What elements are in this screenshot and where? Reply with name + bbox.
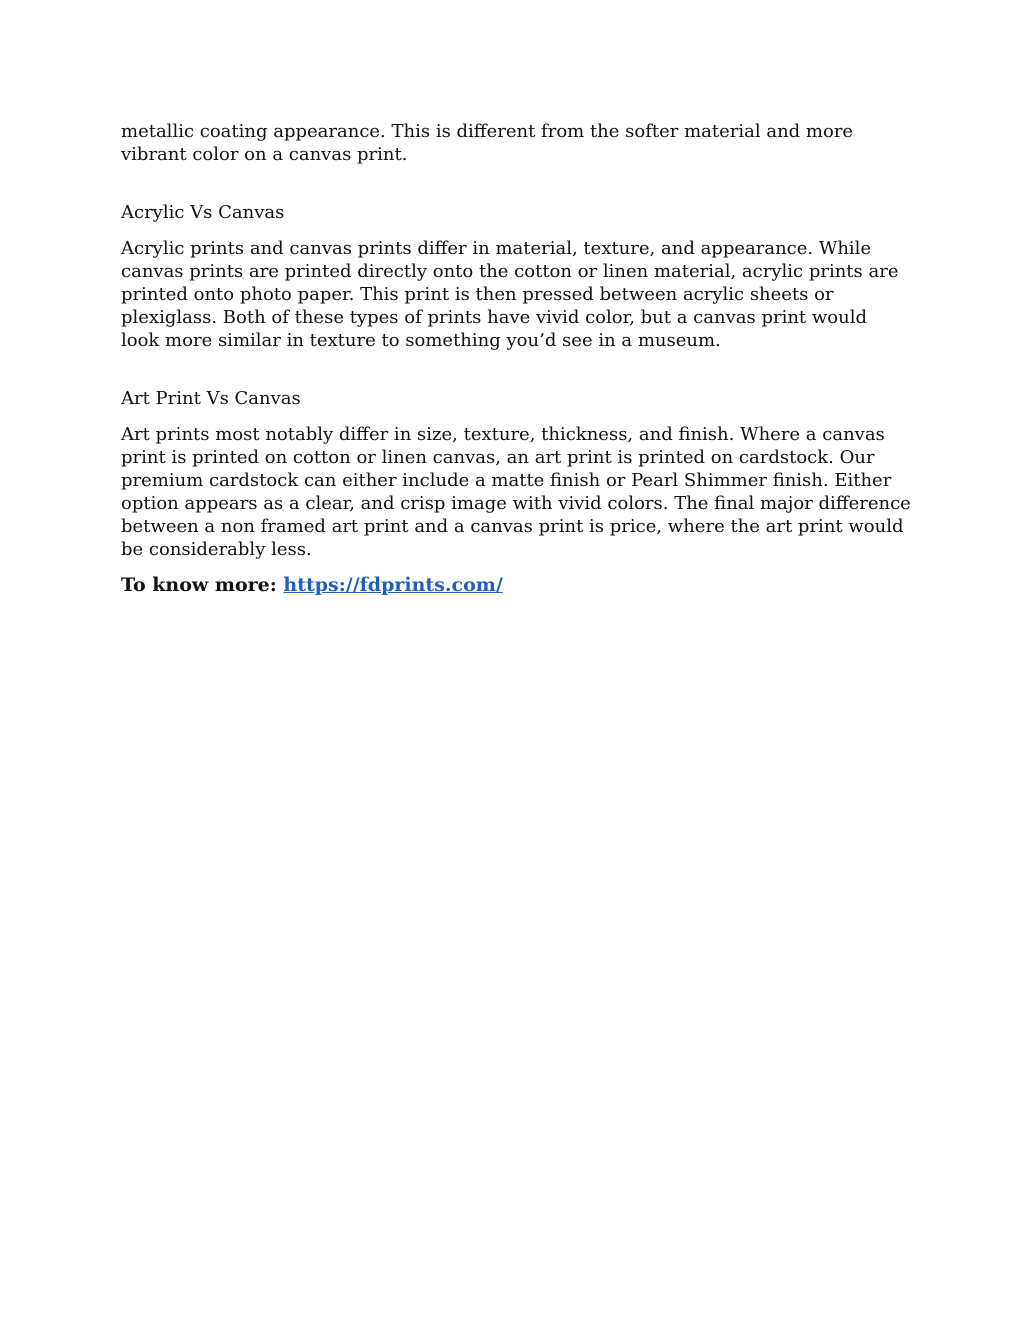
fdprints-link[interactable]: https://fdprints.com/ — [283, 574, 503, 596]
know-more-line — [121, 574, 911, 597]
section-heading-art-print-vs-canvas: Art Print Vs Canvas — [121, 388, 301, 409]
intro-paragraph: metallic coating appearance. This is different from the softer material and more vibrant color on a canvas print. — [121, 121, 854, 165]
document-content — [121, 120, 911, 597]
section-heading-acrylic-vs-canvas: Acrylic Vs Canvas — [121, 202, 285, 223]
section-body-art-print-vs-canvas: Art prints most notably differ in size, texture, thickness, and finish. Where a canvas print is printed on cotton or linen canvas, an art print is printed on cardstock. Our premium cardstock can either include a matte finish or Pearl Shimmer finish. Either option appears as a clear, and crisp image with vivid colors. The final major difference between a non framed art print and a canvas print is price, where the art print would be considerably less. — [121, 424, 911, 560]
know-more-label: To know more: — [121, 574, 277, 596]
section-body-acrylic-vs-canvas: Acrylic prints and canvas prints differ in material, texture, and appearance. While canvas prints are printed directly onto the cotton or linen material, acrylic prints are printed onto photo paper. This print is then pressed between acrylic sheets or plexiglass. Both of these types of prints have vivid color, but a canvas print would look more similar in texture to something you’d see in a museum. — [121, 238, 899, 351]
